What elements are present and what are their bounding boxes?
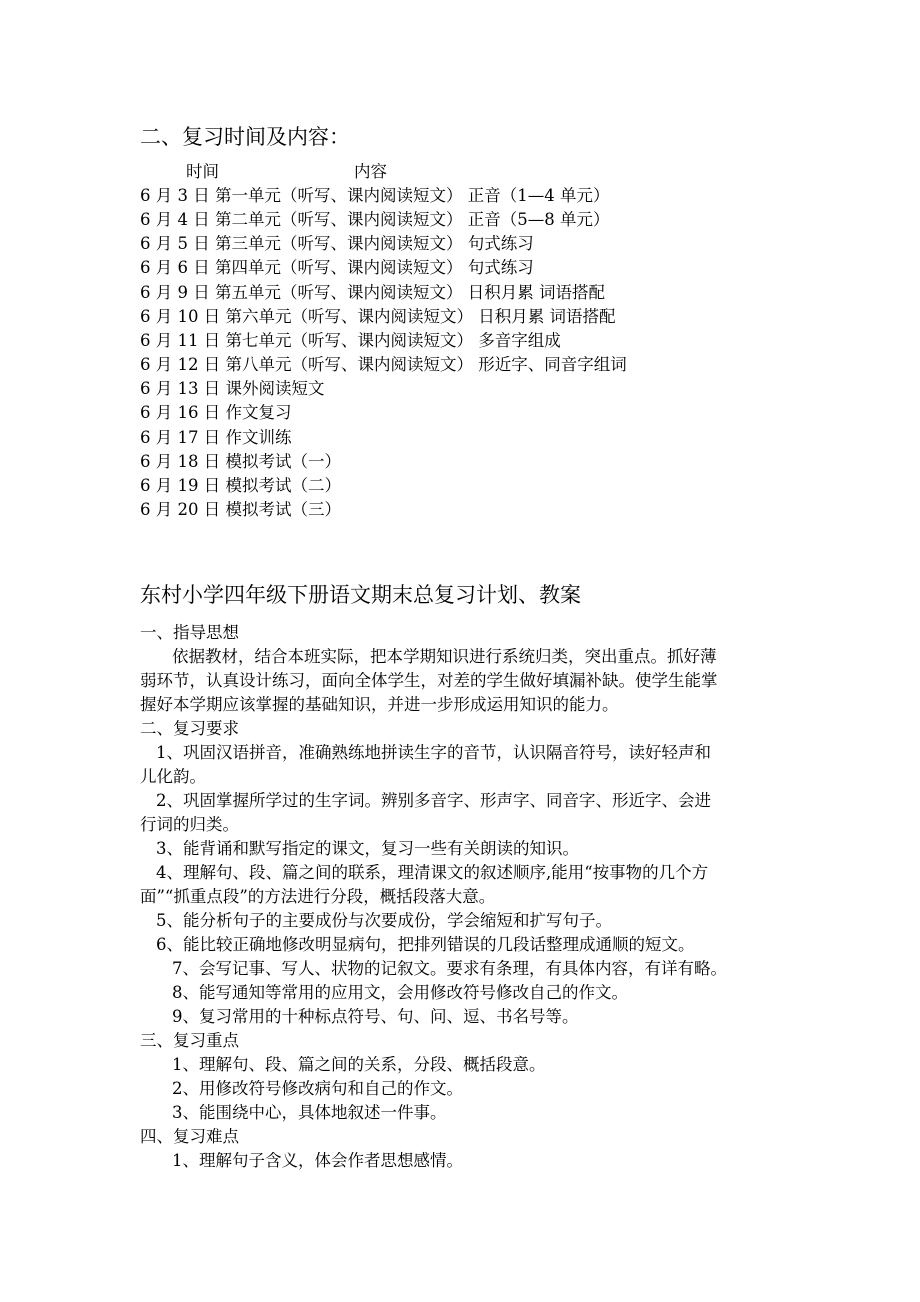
requirement-item-cont: 儿化韵。	[140, 767, 206, 786]
schedule-row: 6 月 3 日 第一单元（听写、课内阅读短文） 正音（1—4 单元）	[140, 186, 610, 205]
requirement-item: 5、能分析句子的主要成份与次要成份，学会缩短和扩写句子。	[156, 911, 612, 930]
paragraph-line: 握好本学期应该掌握的基础知识，并进一步形成运用知识的能力。	[140, 695, 619, 714]
schedule-row: 6 月 18 日 模拟考试（一）	[140, 452, 341, 471]
schedule-row: 6 月 13 日 课外阅读短文	[140, 379, 325, 398]
schedule-row: 6 月 6 日 第四单元（听写、课内阅读短文） 句式练习	[140, 258, 534, 277]
key-point-item: 3、能围绕中心，具体地叙述一件事。	[172, 1103, 447, 1122]
schedule-row: 6 月 10 日 第六单元（听写、课内阅读短文） 日积月累 词语搭配	[140, 307, 616, 326]
requirement-item: 8、能写通知等常用的应用文，会用修改符号修改自己的作文。	[172, 983, 628, 1002]
schedule-row: 6 月 5 日 第三单元（听写、课内阅读短文） 句式练习	[140, 234, 534, 253]
requirement-item-cont: 面”“抓重点段”的方法进行分段，概括段落大意。	[140, 887, 496, 906]
requirement-item: 4、理解句、段、篇之间的联系，理清课文的叙述顺序,能用“按事物的几个方	[156, 863, 709, 882]
schedule-col-time: 时间	[186, 162, 219, 181]
schedule-row: 6 月 19 日 模拟考试（二）	[140, 476, 341, 495]
paragraph-line: 弱环节，认真设计练习，面向全体学生，对差的学生做好填漏补缺。使学生能掌	[140, 671, 718, 690]
requirement-item: 9、复习常用的十种标点符号、句、问、逗、书名号等。	[172, 1007, 579, 1026]
schedule-row: 6 月 17 日 作文训练	[140, 428, 292, 447]
requirement-item: 6、能比较正确地修改明显病句，把排列错误的几段话整理成通顺的短文。	[156, 935, 695, 954]
section-heading-difficulties: 四、复习难点	[140, 1127, 239, 1146]
plan-title: 东村小学四年级下册语文期末总复习计划、教案	[140, 583, 581, 607]
schedule-row: 6 月 4 日 第二单元（听写、课内阅读短文） 正音（5—8 单元）	[140, 210, 610, 229]
schedule-row: 6 月 16 日 作文复习	[140, 403, 292, 422]
schedule-section-title: 二、复习时间及内容：	[140, 125, 350, 149]
requirement-item: 2、巩固掌握所学过的生字词。辨别多音字、形声字、同音字、形近字、会进	[156, 791, 711, 810]
schedule-row: 6 月 11 日 第七单元（听写、课内阅读短文） 多音字组成	[140, 331, 561, 350]
schedule-row: 6 月 12 日 第八单元（听写、课内阅读短文） 形近字、同音字组词	[140, 355, 627, 374]
requirement-item: 1、巩固汉语拼音，准确熟练地拼读生字的音节，认识隔音符号，读好轻声和	[156, 743, 711, 762]
paragraph-line: 依据教材，结合本班实际，把本学期知识进行系统归类，突出重点。抓好薄	[172, 647, 717, 666]
difficulty-item: 1、理解句子含义，体会作者思想感情。	[172, 1151, 463, 1170]
schedule-col-content: 内容	[354, 162, 387, 181]
section-heading-guiding: 一、指导思想	[140, 623, 239, 642]
requirement-item: 3、能背诵和默写指定的课文，复习一些有关朗读的知识。	[156, 839, 579, 858]
key-point-item: 2、用修改符号修改病句和自己的作文。	[172, 1079, 463, 1098]
key-point-item: 1、理解句、段、篇之间的关系，分段、概括段意。	[172, 1055, 546, 1074]
section-heading-requirements: 二、复习要求	[140, 719, 239, 738]
section-heading-key-points: 三、复习重点	[140, 1031, 239, 1050]
requirement-item: 7、会写记事、写人、状物的记叙文。要求有条理，有具体内容，有详有略。	[172, 959, 727, 978]
schedule-row: 6 月 9 日 第五单元（听写、课内阅读短文） 日积月累 词语搭配	[140, 283, 605, 302]
schedule-row: 6 月 20 日 模拟考试（三）	[140, 500, 341, 519]
requirement-item-cont: 行词的归类。	[140, 815, 239, 834]
